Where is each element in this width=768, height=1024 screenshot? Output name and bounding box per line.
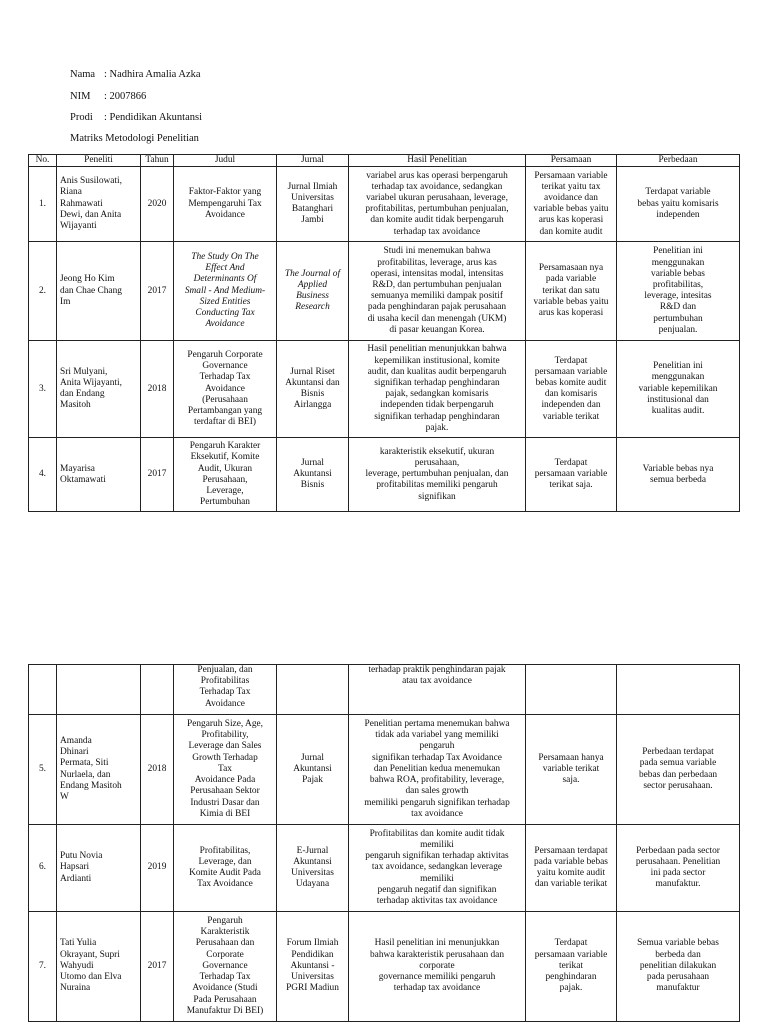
cell-tahun: 2018 <box>141 715 174 825</box>
cell-judul: Pengaruh Karakteristik Perusahaan dan Corporate Governance Terhadap Tax Avoidance (Studi Pada Perusahaan Manufaktur Di BEI) <box>174 912 277 1022</box>
cell-jurnal: The Journal of Applied Business Research <box>277 242 349 341</box>
header-perbedaan: Perbedaan <box>617 155 740 167</box>
student-nim <box>70 91 146 103</box>
cell-hasil: Studi ini menemukan bahwa profitabilitas, leverage, arus kas operasi, intensitas modal, intensitas R&D, dan pertumbuhan penjualan semuanya memiliki dampak positif pada penghindaran pajak perusahaan di usaha kecil dan menengah (UKM) di pasar keuangan Korea. <box>349 242 526 341</box>
document-title: Matriks Metodologi Penelitian <box>70 133 199 144</box>
cell-jurnal: E-Jurnal Akuntansi Universitas Udayana <box>277 825 349 912</box>
research-matrix-table-page-2 <box>28 664 740 1022</box>
cell-judul: The Study On The Effect And Determinants Of Small - And Medium- Sized Entities Conducting Tax Avoidance <box>174 242 277 341</box>
cell-persamaan: Persamaan hanya variable terikat saja. <box>526 715 617 825</box>
cell-persamaan: Persamasaan nya pada variable terikat dan satu variable bebas yaitu arus kas koperasi <box>526 242 617 341</box>
cell-judul: Pengaruh Karakter Eksekutif, Komite Audit, Ukuran Perusahaan, Leverage, Pertumbuhan <box>174 438 277 512</box>
cell-judul: Pengaruh Corporate Governance Terhadap Tax Avoidance (Perusahaan Pertambangan yang terdaftar di BEI) <box>174 341 277 438</box>
cell-tahun: 2020 <box>141 167 174 242</box>
header-persamaan: Persamaan <box>526 155 617 167</box>
cell-tahun: 2018 <box>141 341 174 438</box>
cell-perbedaan: Penelitian ini menggunakan variable bebas profitabilitas, leverage, intesitas R&D dan pertumbuhan penjualan. <box>617 242 740 341</box>
header-hasil: Hasil Penelitian <box>349 155 526 167</box>
nim-value: : 2007866 <box>104 91 147 102</box>
cell-tahun: 2017 <box>141 438 174 512</box>
table-row <box>29 715 740 825</box>
cell-jurnal: Jurnal Riset Akuntansi dan Bisnis Airlangga <box>277 341 349 438</box>
table-row <box>29 341 740 438</box>
nim-label: NIM <box>70 91 91 102</box>
cell-no: 3. <box>29 341 57 438</box>
cell-persamaan: Terdapat persamaan variable terikat saja. <box>526 438 617 512</box>
cell-no <box>29 665 57 715</box>
header-no: No. <box>29 155 57 167</box>
cell-no: 4. <box>29 438 57 512</box>
prodi-value: : Pendidikan Akuntansi <box>104 112 202 123</box>
cell-perbedaan: Semua variable bebas berbeda dan penelitian dilakukan pada perusahaan manufaktur <box>617 912 740 1022</box>
table-row <box>29 912 740 1022</box>
cell-perbedaan: Penelitian ini menggunakan variable kepemilikan institusional dan kualitas audit. <box>617 341 740 438</box>
cell-hasil: variabel arus kas operasi berpengaruh terhadap tax avoidance, sedangkan variabel ukuran perusahaan, leverage, profitabilitas, pertumbuhan penjualan, dan komite audit tidak berpengaruh terhadap tax avoidance <box>349 167 526 242</box>
cell-no: 1. <box>29 167 57 242</box>
cell-no: 7. <box>29 912 57 1022</box>
cell-tahun: 2017 <box>141 912 174 1022</box>
table-header-row <box>29 155 740 167</box>
cell-tahun <box>141 665 174 715</box>
cell-judul: Penjualan, dan Profitabilitas Terhadap Tax Avoidance <box>174 665 277 715</box>
cell-perbedaan <box>617 665 740 715</box>
cell-no: 6. <box>29 825 57 912</box>
cell-perbedaan: Perbedaan pada sector perusahaan. Penelitian ini pada sector manufaktur. <box>617 825 740 912</box>
cell-hasil: terhadap praktik penghindaran pajak atau tax avoidance <box>349 665 526 715</box>
cell-jurnal: Forum Ilmiah Pendidikan Akuntansi - Universitas PGRI Madiun <box>277 912 349 1022</box>
cell-hasil: Profitabilitas dan komite audit tidak memiliki pengaruh signifikan terhadap aktivitas tax avoidance, sedangkan leverage memiliki pengaruh negatif dan signifikan terhadap aktivitas tax avoidance <box>349 825 526 912</box>
cell-peneliti: Amanda Dhinari Permata, Siti Nurlaela, dan Endang Masitoh W <box>57 715 141 825</box>
cell-persamaan: Persamaan variable terikat yaitu tax avoidance dan variable bebas yaitu arus kas koperasi dan komite audit <box>526 167 617 242</box>
research-matrix-table-page-1 <box>28 154 740 512</box>
cell-hasil: karakteristik eksekutif, ukuran perusahaan, leverage, pertumbuhan penjualan, dan profitabilitas memiliki pengaruh signifikan <box>349 438 526 512</box>
table-row <box>29 665 740 715</box>
table-row <box>29 167 740 242</box>
cell-jurnal: Jurnal Akuntansi Bisnis <box>277 438 349 512</box>
cell-jurnal: Jurnal Akuntansi Pajak <box>277 715 349 825</box>
cell-judul: Pengaruh Size, Age, Profitability, Leverage dan Sales Growth Terhadap Tax Avoidance Pada Perusahaan Sektor Industri Dasar dan Kimia di BEI <box>174 715 277 825</box>
cell-perbedaan: Terdapat variable bebas yaitu komisaris independen <box>617 167 740 242</box>
student-name <box>70 69 201 81</box>
name-label: Nama <box>70 69 96 80</box>
cell-persamaan: Terdapat persamaan variable bebas komite audit dan komisaris independen dan variable terikat <box>526 341 617 438</box>
cell-no: 5. <box>29 715 57 825</box>
cell-tahun: 2017 <box>141 242 174 341</box>
cell-persamaan <box>526 665 617 715</box>
cell-judul: Faktor-Faktor yang Mempengaruhi Tax Avoidance <box>174 167 277 242</box>
cell-no: 2. <box>29 242 57 341</box>
header-jurnal: Jurnal <box>277 155 349 167</box>
cell-persamaan: Terdapat persamaan variable terikat penghindaran pajak. <box>526 912 617 1022</box>
cell-peneliti: Putu Novia Hapsari Ardianti <box>57 825 141 912</box>
cell-tahun: 2019 <box>141 825 174 912</box>
cell-judul: Profitabilitas, Leverage, dan Komite Audit Pada Tax Avoidance <box>174 825 277 912</box>
student-prodi <box>70 112 202 124</box>
name-value: : Nadhira Amalia Azka <box>104 69 201 80</box>
header-judul: Judul <box>174 155 277 167</box>
cell-hasil: Penelitian pertama menemukan bahwa tidak ada variabel yang memiliki pengaruh signifikan terhadap Tax Avoidance dan Penelitian kedua menemukan bahwa ROA, profitability, leverage, dan sales growth memiliki pengaruh signifikan terhadap tax avoidance <box>349 715 526 825</box>
table-row <box>29 242 740 341</box>
cell-jurnal <box>277 665 349 715</box>
table-row <box>29 825 740 912</box>
cell-perbedaan: Perbedaan terdapat pada semua variable bebas dan perbedaan sector perusahaan. <box>617 715 740 825</box>
cell-perbedaan: Variable bebas nya semua berbeda <box>617 438 740 512</box>
cell-peneliti: Anis Susilowati, Riana Rahmawati Dewi, dan Anita Wijayanti <box>57 167 141 242</box>
header-tahun: Tahun <box>141 155 174 167</box>
cell-hasil: Hasil penelitian ini menunjukkan bahwa karakteristik perusahaan dan corporate governance memiliki pengaruh terhadap tax avoidance <box>349 912 526 1022</box>
cell-jurnal: Jurnal Ilmiah Universitas Batanghari Jambi <box>277 167 349 242</box>
prodi-label: Prodi <box>70 112 93 123</box>
header-peneliti: Peneliti <box>57 155 141 167</box>
cell-hasil: Hasil penelitian menunjukkan bahwa kepemilikan institusional, komite audit, dan kualitas audit berpengaruh signifikan terhadap penghindaran pajak, sedangkan komisaris independen tidak berpengaruh signifikan terhadap penghindaran pajak. <box>349 341 526 438</box>
cell-peneliti <box>57 665 141 715</box>
cell-peneliti: Mayarisa Oktamawati <box>57 438 141 512</box>
cell-peneliti: Sri Mulyani, Anita Wijayanti, dan Endang Masitoh <box>57 341 141 438</box>
table-row <box>29 438 740 512</box>
cell-peneliti: Jeong Ho Kim dan Chae Chang Im <box>57 242 141 341</box>
cell-peneliti: Tati Yulia Okrayant, Supri Wahyudi Utomo dan Elva Nuraina <box>57 912 141 1022</box>
cell-persamaan: Persamaan terdapat pada variable bebas yaitu komite audit dan variable terikat <box>526 825 617 912</box>
